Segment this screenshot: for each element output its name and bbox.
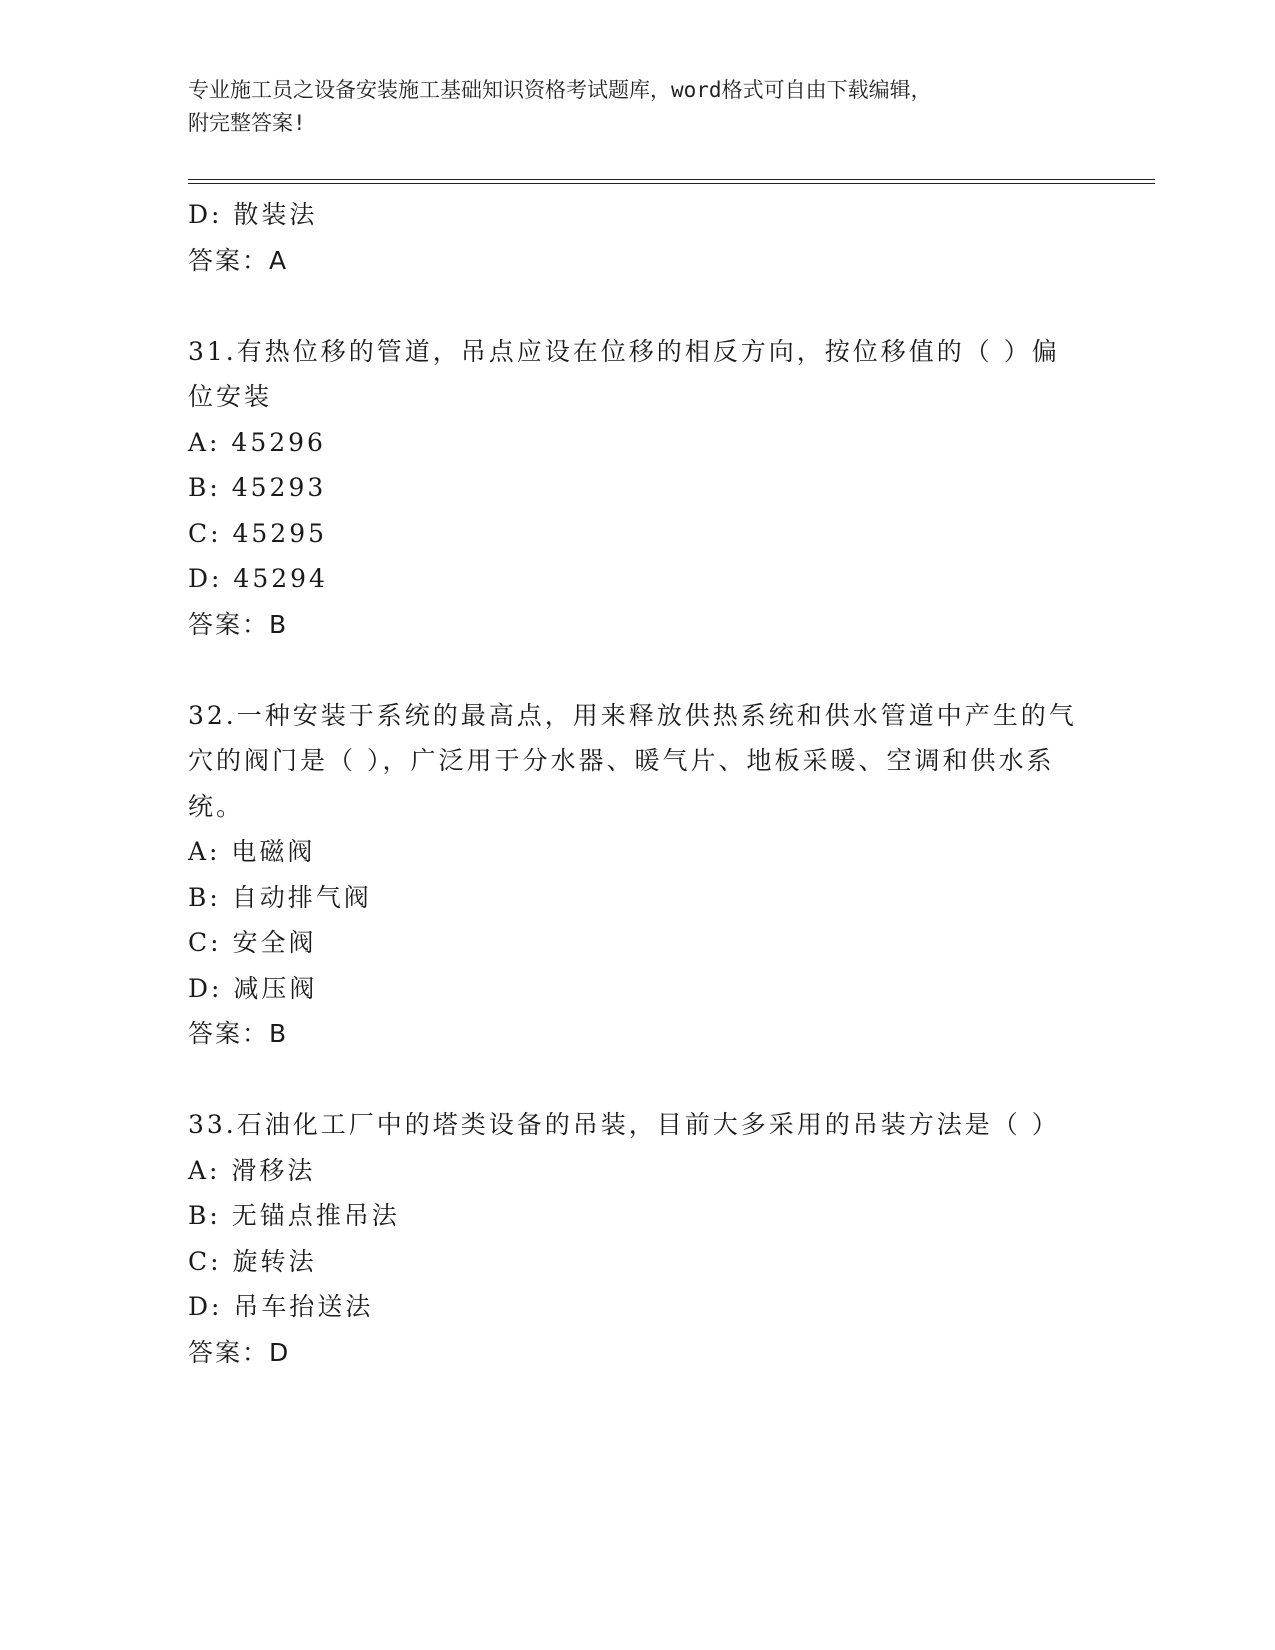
answer: 答案：D [188, 1337, 291, 1367]
prev-option-d: D: 散装法 [188, 200, 318, 229]
option-b: B: 自动排气阀 [188, 882, 372, 912]
page-header [188, 74, 1088, 140]
header-line-2: 附完整答案! [188, 111, 306, 135]
option-b: B: 无锚点推吊法 [188, 1201, 400, 1230]
option-a: A: 电磁阀 [188, 837, 316, 866]
header-rule-top [188, 179, 1155, 180]
option-d: D: 减压阀 [188, 973, 318, 1003]
question-stem: 33.石油化工厂中的塔类设备的吊装，目前大多采用的吊装方法是（ ） [188, 1110, 1060, 1139]
option-a: A: 45296 [188, 427, 326, 457]
question-33 [188, 1102, 1088, 1375]
spacer [188, 1057, 1088, 1103]
spacer [188, 647, 1088, 693]
question-31 [188, 329, 1088, 648]
answer: 答案：B [188, 1019, 289, 1048]
option-c: C: 45295 [188, 518, 328, 548]
spacer [188, 283, 1088, 329]
answer: 答案：B [188, 609, 289, 639]
question-32 [188, 693, 1088, 1057]
header-rule-bottom [188, 183, 1155, 184]
header-line-1: 专业施工员之设备安装施工基础知识资格考试题库，word格式可自由下载编辑， [188, 78, 932, 102]
option-d: D: 45294 [188, 564, 328, 593]
question-stem: 32.一种安装于系统的最高点，用来释放供热系统和供水管道中产生的气穴的阀门是（ ），广泛用于分水器、暖气片、地板采暖、空调和供水系统。 [188, 700, 1077, 821]
option-a: A: 滑移法 [188, 1155, 316, 1185]
option-b: B: 45293 [188, 473, 327, 502]
option-c: C: 安全阀 [188, 928, 317, 957]
option-d: D: 吊车抬送法 [188, 1292, 374, 1321]
question-stem: 31.有热位移的管道，吊点应设在位移的相反方向，按位移值的（ ）偏位安装 [188, 336, 1060, 411]
prev-answer: 答案：A [188, 245, 289, 275]
question-list [188, 192, 1088, 1375]
option-c: C: 旋转法 [188, 1246, 317, 1276]
